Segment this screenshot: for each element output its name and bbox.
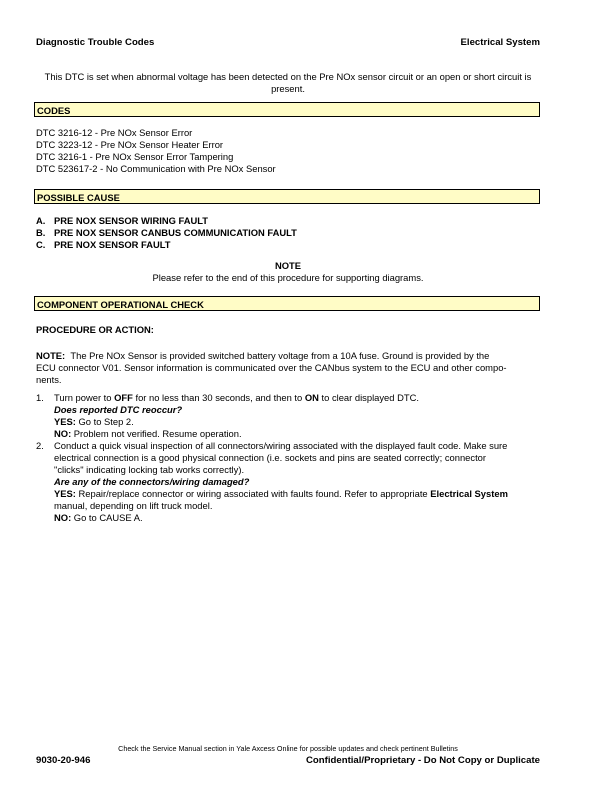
cause-item <box>36 215 297 227</box>
component-check-heading: COMPONENT OPERATIONAL CHECK <box>34 296 540 311</box>
cause-text: PRE NOX SENSOR CANBUS COMMUNICATION FAULT <box>54 227 297 238</box>
step-question: Does reported DTC reoccur? <box>54 404 183 415</box>
step-no <box>54 512 540 524</box>
step-instruction <box>54 392 540 404</box>
header-section: Electrical System <box>460 37 540 48</box>
cause-text: PRE NOX SENSOR WIRING FAULT <box>54 215 208 226</box>
step-yes <box>54 488 540 500</box>
no-text: Go to CAUSE A. <box>71 512 143 523</box>
yes-text: Go to Step 2. <box>75 416 134 427</box>
step-number: 2. <box>36 440 44 451</box>
cause-label: A. <box>36 215 46 226</box>
cause-item <box>36 239 297 251</box>
code-item: DTC 523617-2 - No Communication with Pre NOx Sensor <box>36 163 276 174</box>
yes-emphasis: Electrical System <box>430 488 508 499</box>
step-item <box>36 440 540 524</box>
no-label: NO: <box>54 512 72 523</box>
note-line-text: The Pre NOx Sensor is provided switched battery voltage from a 10A fuse. Ground is provided by the <box>70 350 490 361</box>
intro-text: This DTC is set when abnormal voltage has been detected on the Pre NOx sensor circuit or an open or short circuit is present. <box>44 71 532 94</box>
cause-text: PRE NOX SENSOR FAULT <box>54 239 171 250</box>
procedure-note <box>36 350 540 386</box>
step-text: Turn power to <box>54 392 115 403</box>
step-text: to clear displayed DTC. <box>318 392 419 403</box>
step-emphasis: ON <box>304 392 319 403</box>
procedure-heading: PROCEDURE OR ACTION: <box>36 324 154 335</box>
cause-item <box>36 227 297 239</box>
procedure-note-line: nents. <box>36 374 62 385</box>
step-instruction: "clicks" indicating locking tab works correctly). <box>54 464 245 475</box>
step-emphasis: OFF <box>114 392 133 403</box>
step-number: 1. <box>36 392 44 403</box>
codes-list <box>36 127 276 175</box>
header-title: Diagnostic Trouble Codes <box>36 37 155 48</box>
note-text: Please refer to the end of this procedure for supporting diagrams. <box>152 272 424 283</box>
code-item: DTC 3216-12 - Pre NOx Sensor Error <box>36 127 193 138</box>
cause-label: C. <box>36 239 46 250</box>
step-yes-continued: manual, depending on lift truck model. <box>54 500 213 511</box>
no-text: Problem not verified. Resume operation. <box>71 428 242 439</box>
yes-text: Repair/replace connector or wiring associated with faults found. Refer to appropriate <box>75 488 431 499</box>
procedure-note-line <box>36 350 540 362</box>
confidential-notice: Confidential/Proprietary - Do Not Copy or Duplicate <box>306 755 540 766</box>
step-instruction: electrical connection is a good physical connection (i.e. sockets and pins are seated correctly; connector <box>54 452 487 463</box>
footer-note: Check the Service Manual section in Yale Axcess Online for possible updates and check pertinent Bulletins <box>118 744 458 753</box>
steps-list <box>36 392 540 524</box>
causes-list <box>36 215 297 251</box>
code-item: DTC 3223-12 - Pre NOx Sensor Heater Error <box>36 139 224 150</box>
note-label: NOTE: <box>36 350 66 361</box>
possible-cause-heading: POSSIBLE CAUSE <box>34 189 540 204</box>
yes-label: YES: <box>54 488 76 499</box>
step-instruction: Conduct a quick visual inspection of all connectors/wiring associated with the displayed fault code. Make sure <box>54 440 508 451</box>
code-item: DTC 3216-1 - Pre NOx Sensor Error Tampering <box>36 151 234 162</box>
step-item <box>36 392 540 440</box>
cause-label: B. <box>36 227 46 238</box>
step-yes <box>54 416 540 428</box>
step-no <box>54 428 540 440</box>
document-number: 9030-20-946 <box>36 755 91 766</box>
procedure-note-line: ECU connector V01. Sensor information is communicated over the CANbus system to the ECU and other compo- <box>36 362 507 373</box>
note-title: NOTE <box>274 260 302 271</box>
no-label: NO: <box>54 428 72 439</box>
step-text: for no less than 30 seconds, and then to <box>132 392 305 403</box>
yes-label: YES: <box>54 416 76 427</box>
step-question: Are any of the connectors/wiring damaged? <box>54 476 250 487</box>
codes-heading: CODES <box>34 102 540 117</box>
